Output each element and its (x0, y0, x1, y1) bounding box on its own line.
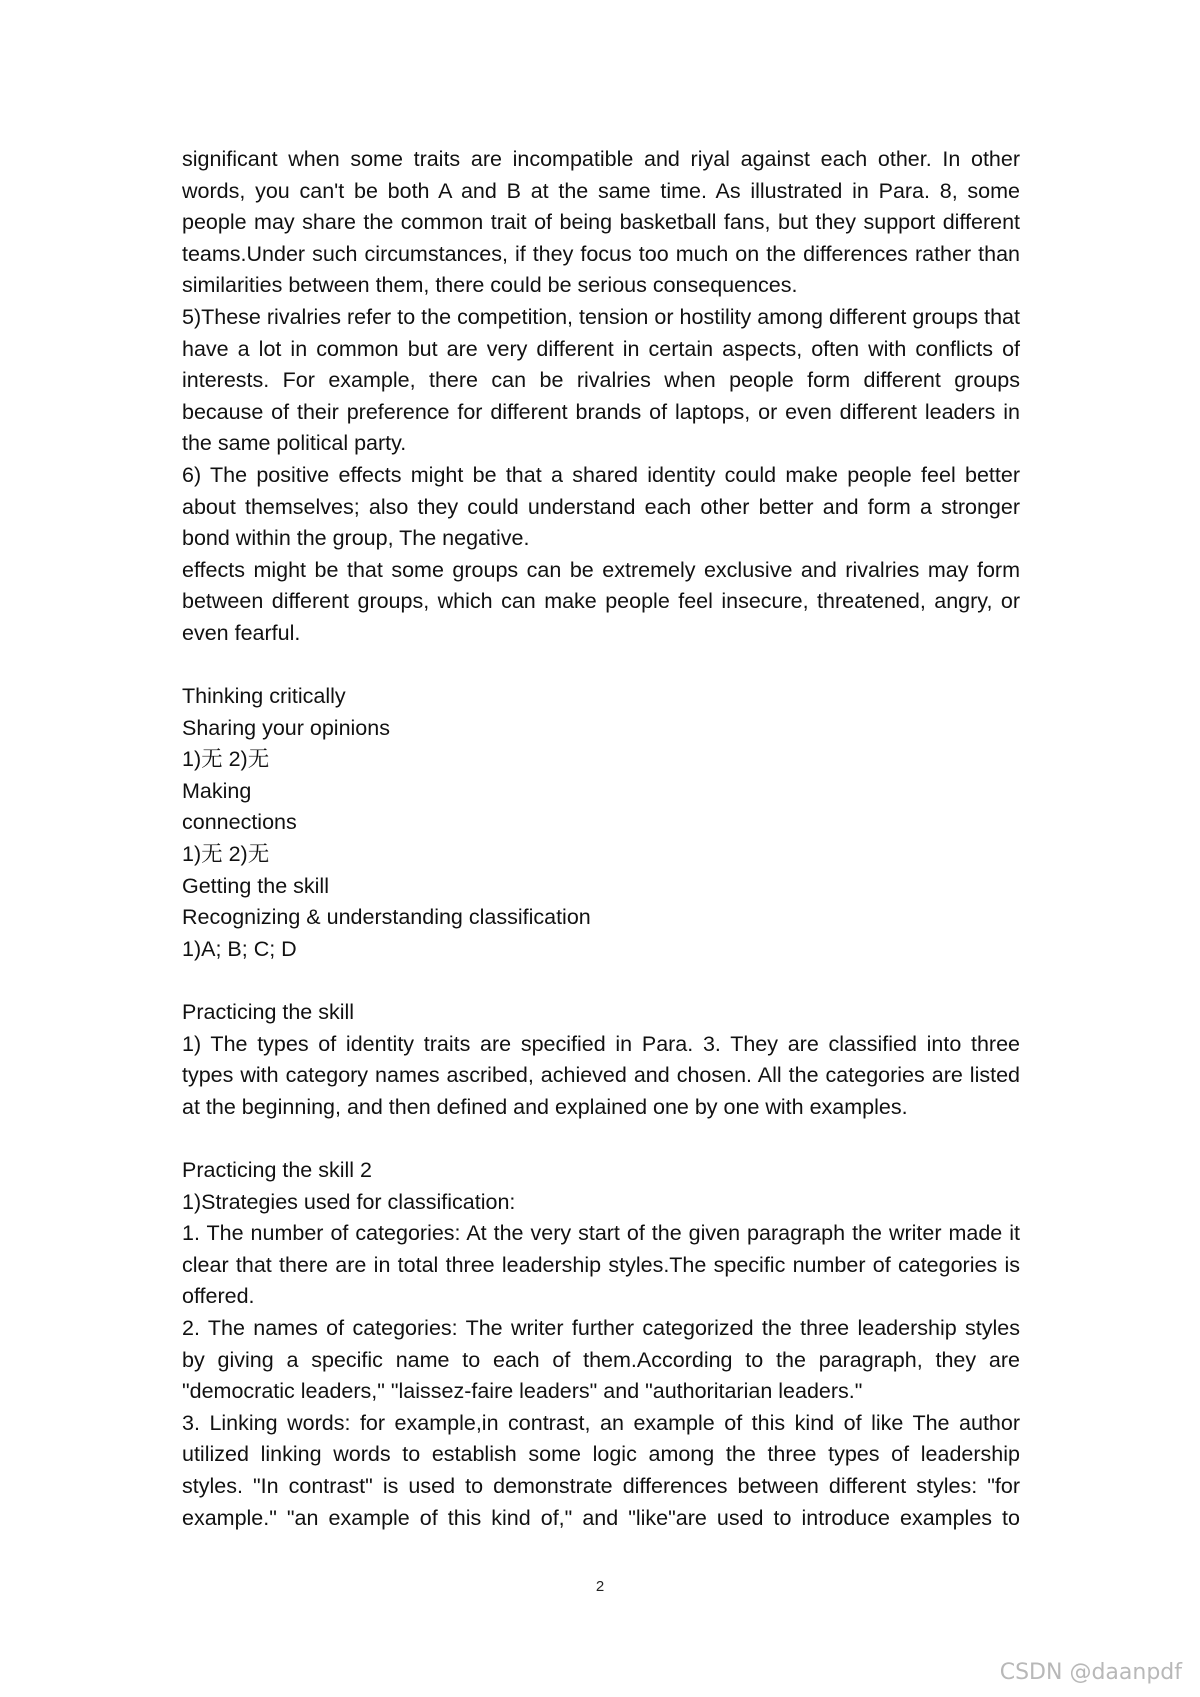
paragraph-continuation: significant when some traits are incompatible and riyal against each other. In other words, you can't be both A and B at the same time. As illustrated in Para. 8, some people may share the common trait of being basketball fans, but they support different teams.Under such circumstances, if they focus too much on the differences rather than similarities between them, there could be serious consequences. (182, 147, 1020, 298)
section-heading-practicing-skill: Practicing the skill (182, 1000, 355, 1025)
subheading-recognizing: Recognizing & understanding classification (182, 905, 591, 930)
strategy-3-line-4: example." "an example of this kind of," and "like"are used to introduce examples to (182, 1505, 1020, 1530)
strategies-heading: 1)Strategies used for classification: (182, 1189, 516, 1214)
strategy-1: 1. The number of categories: At the very start of the given paragraph the writer made it clear that there are in total three leadership styles.The specific number of categories is offered. (182, 1221, 1020, 1309)
practicing-answer: 1) The types of identity traits are specified in Para. 3. They are classified into three types with category names ascribed, achieved and chosen. All the categories are listed at the beginning, and then defined and explained one by one with examples. (182, 1031, 1020, 1119)
section-heading-practicing-skill-2: Practicing the skill 2 (182, 1158, 372, 1182)
connections-answers: 1)无 2)无 (182, 842, 270, 867)
section-heading-thinking-critically: Thinking critically (182, 684, 346, 709)
strategy-3-line-1: 3. Linking words: for example,in contrast, an example of this kind of like The author (182, 1410, 1020, 1435)
strategy-2: 2. The names of categories: The writer further categorized the three leadership styles by giving a specific name to each of them.According to the paragraph, they are "democratic leaders," "laissez-faire leaders" and "authoritarian leaders." (182, 1315, 1020, 1404)
subheading-connections: connections (182, 810, 297, 835)
answer-6: 6) The positive effects might be that a shared identity could make people feel better about themselves; also they could understand each other better and form a stronger bond within the group, The negative. (182, 462, 1020, 551)
answer-5: 5)These rivalries refer to the competition, tension or hostility among different groups that have a lot in common but are very different in certain aspects, often with conflicts of interests. For example, there can be rivalries when people form different groups because of their preference for different brands of laptops, or even different leaders in the same political party. (182, 304, 1020, 456)
section-heading-getting-skill: Getting the skill (182, 873, 329, 898)
watermark: CSDN @daanpdf (999, 1660, 1182, 1685)
subheading-sharing-opinions: Sharing your opinions (182, 715, 390, 740)
strategy-3-line-3: styles. "In contrast" is used to demonstrate differences between different styles: "for (182, 1473, 1020, 1498)
spacer (182, 965, 1020, 997)
subheading-making: Making (182, 778, 252, 803)
answer-6-continued: effects might be that some groups can be extremely exclusive and rivalries may form between different groups, which can make people feel insecure, threatened, angry, or even fearful. (182, 557, 1020, 645)
page-number: 2 (595, 1578, 605, 1595)
recognizing-answers: 1)A; B; C; D (182, 936, 297, 961)
spacer (182, 650, 1020, 682)
document-body (182, 144, 1020, 1534)
sharing-answers: 1)无 2)无 (182, 747, 270, 772)
strategy-3-line-2: utilized linking words to establish some logic among the three types of leadership (182, 1442, 1020, 1467)
spacer (182, 1123, 1020, 1155)
